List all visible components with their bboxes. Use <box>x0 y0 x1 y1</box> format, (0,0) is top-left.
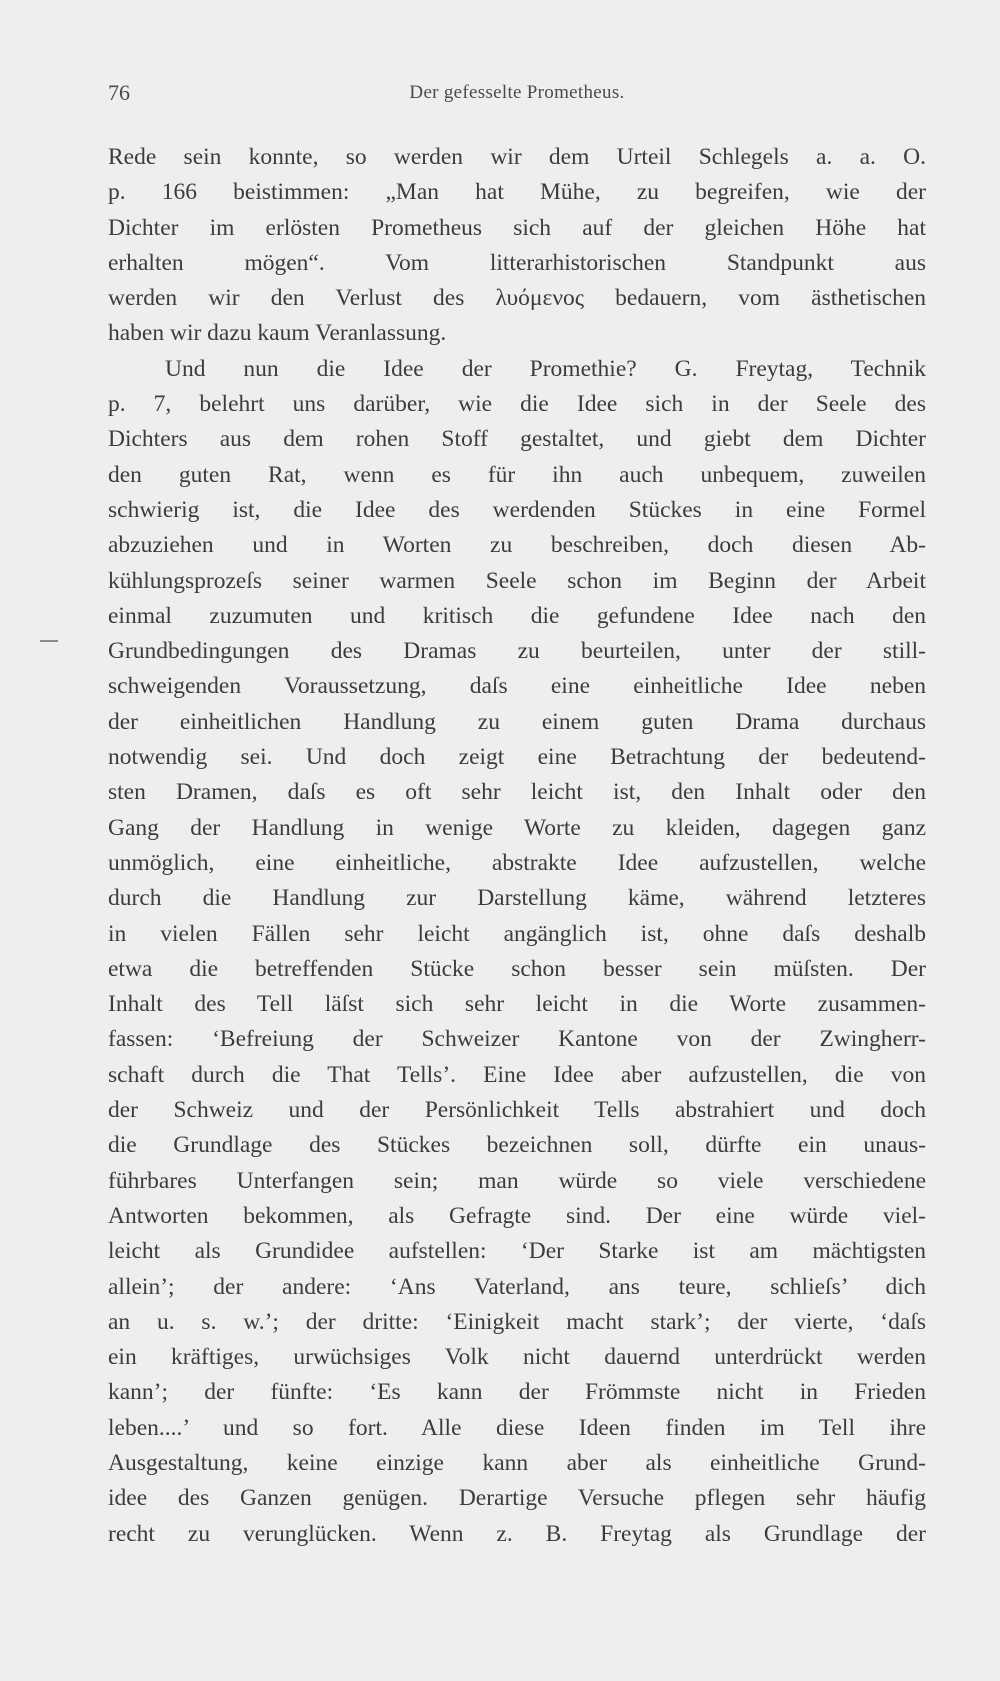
text-line: ein kräftiges, urwüchsiges Volk nicht dauernd unterdrückt werden <box>108 1344 926 1371</box>
text-line: idee des Ganzen genügen. Derartige Versuche pflegen sehr häufig <box>108 1485 926 1512</box>
text-line: leicht als Grundidee aufstellen: ‘Der Starke ist am mächtigsten <box>108 1238 926 1265</box>
text-line: in vielen Fällen sehr leicht angänglich ist, ohne daſs deshalb <box>108 920 926 947</box>
text-line: p. 166 beistimmen: „Man hat Mühe, zu begreifen, wie der <box>108 179 926 206</box>
text-line: Dichters aus dem rohen Stoff gestaltet, und giebt dem Dichter <box>108 426 926 453</box>
text-line: fassen: ‘Befreiung der Schweizer Kantone von der Zwingherr- <box>108 1026 926 1053</box>
text-line: den guten Rat, wenn es für ihn auch unbequem, zuweilen <box>108 461 926 488</box>
text-line: notwendig sei. Und doch zeigt eine Betrachtung der bedeutend- <box>108 744 926 771</box>
text-line: schwierig ist, die Idee des werdenden Stückes in eine Formel <box>108 496 926 523</box>
text-line: schaft durch die That Tells’. Eine Idee aber aufzustellen, die von <box>108 1061 926 1088</box>
text-line: sten Dramen, daſs es oft sehr leicht ist, den Inhalt oder den <box>108 779 926 806</box>
paragraph-start-line: Und nun die Idee der Promethie? G. Freytag, Technik <box>165 355 926 382</box>
running-title: Der gefesselte Prometheus. <box>409 82 625 103</box>
body-text <box>108 140 926 1552</box>
text-line: die Grundlage des Stückes bezeichnen soll, dürfte ein unaus- <box>108 1132 926 1159</box>
text-line: Dichter im erlösten Prometheus sich auf der gleichen Höhe hat <box>108 214 926 241</box>
text-line: werden wir den Verlust des λυόμενος bedauern, vom ästhetischen <box>108 285 926 312</box>
text-line: schweigenden Voraussetzung, daſs eine einheitliche Idee neben <box>108 673 926 700</box>
text-line: einmal zuzumuten und kritisch die gefundene Idee nach den <box>108 602 926 629</box>
text-line: Antworten bekommen, als Gefragte sind. Der eine würde viel- <box>108 1202 926 1229</box>
text-line: unmöglich, eine einheitliche, abstrakte Idee aufzustellen, welche <box>108 849 926 876</box>
text-line: recht zu verunglücken. Wenn z. B. Freytag als Grundlage der <box>108 1520 926 1547</box>
text-line: Ausgestaltung, keine einzige kann aber als einheitliche Grund- <box>108 1449 926 1476</box>
text-line: allein’; der andere: ‘Ans Vaterland, ans teure, schlieſs’ dich <box>108 1273 926 1300</box>
margin-mark <box>40 640 58 642</box>
text-line: Rede sein konnte, so werden wir dem Urteil Schlegels a. a. O. <box>108 144 926 170</box>
text-line: führbares Unterfangen sein; man würde so viele verschiedene <box>108 1167 926 1194</box>
page-number: 76 <box>108 80 130 105</box>
text-line: Inhalt des Tell läſst sich sehr leicht in die Worte zusammen- <box>108 991 926 1018</box>
text-line: kühlungsprozeſs seiner warmen Seele schon im Beginn der Arbeit <box>108 567 926 594</box>
text-line: p. 7, belehrt uns darüber, wie die Idee sich in der Seele des <box>108 391 926 418</box>
text-line: an u. s. w.’; der dritte: ‘Einigkeit macht stark’; der vierte, ‘daſs <box>108 1308 926 1335</box>
text-line: leben....’ und so fort. Alle diese Ideen finden im Tell ihre <box>108 1414 926 1441</box>
text-line: kann’; der fünfte: ‘Es kann der Frömmste nicht in Frieden <box>108 1379 926 1406</box>
text-line: der Schweiz und der Persönlichkeit Tells abstrahiert und doch <box>108 1097 926 1124</box>
text-line: Grundbedingungen des Dramas zu beurteilen, unter der still- <box>108 638 926 665</box>
text-line: erhalten mögen“. Vom litterarhistorischen Standpunkt aus <box>108 249 926 276</box>
text-line: haben wir dazu kaum Veranlassung. <box>108 320 447 347</box>
text-line: abzuziehen und in Worten zu beschreiben, doch diesen Ab- <box>108 532 926 559</box>
text-line: etwa die betreffenden Stücke schon besser sein müſsten. Der <box>108 955 926 982</box>
text-line: der einheitlichen Handlung zu einem guten Drama durchaus <box>108 708 926 735</box>
text-line: Gang der Handlung in wenige Worte zu kleiden, dagegen ganz <box>108 814 926 841</box>
text-line: durch die Handlung zur Darstellung käme, während letzteres <box>108 885 926 912</box>
running-head <box>108 80 926 110</box>
